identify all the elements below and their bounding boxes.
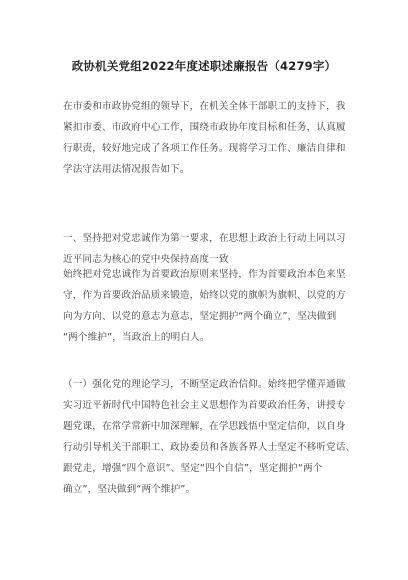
text-line: 守，作为首要政治品质来锻造，始终以党的旗帜为旗帜、以党的方 xyxy=(63,290,346,301)
paragraph-intro xyxy=(63,96,349,180)
text-line: 确立”，坚决做到“两个维护”。 xyxy=(63,484,196,495)
text-line: “两个维护”，当政治上的明白人。 xyxy=(63,332,210,343)
text-line: 实习近平新时代中国特色社会主义思想作为首要政治任务，讲授专 xyxy=(63,400,346,411)
paragraph-theory-study xyxy=(63,374,356,500)
text-line: 紧扣市委、市政府中心工作，围绕市政协年度目标和任务，认真履 xyxy=(63,122,346,133)
paragraph-loyalty xyxy=(63,264,349,348)
text-line: 行职责，较好地完成了各项工作任务。现将学习工作、廉洁自律和 xyxy=(63,143,346,154)
text-line: （一）强化党的理论学习，不断坚定政治信仰。始终把学懂弄通做 xyxy=(63,379,346,390)
text-line: 题党课，在常学常新中加深理解，在学思践悟中坚定信仰，以自身 xyxy=(63,421,346,432)
text-line: 近平同志为核心的党中央保持高度一致 xyxy=(63,254,229,265)
document-title: 政协机关党组2022年度述职述廉报告（4279字） xyxy=(71,59,337,73)
text-line: 跟党走，增强“四个意识”、坚定“四个自信”，坚定拥护“两个 xyxy=(63,463,323,474)
text-line: 向为方向、以党的意志为意志，坚定拥护“两个确立”，坚决做到 xyxy=(63,311,337,322)
text-line: 始终把对党忠诚作为首要政治原则来坚持，作为首要政治本色来坚 xyxy=(63,269,346,280)
text-line: 在市委和市政协党组的领导下，在机关全体干部职工的支持下，我 xyxy=(63,101,346,112)
text-line: 一、坚持把对党忠诚作为第一要求，在思想上政治上行动上同以习 xyxy=(63,233,346,244)
text-line: 学法守法用法情况报告如下。 xyxy=(63,164,190,175)
text-line: 行动引导机关干部职工、政协委员和各族各界人士坚定不移听党话、 xyxy=(63,442,356,453)
